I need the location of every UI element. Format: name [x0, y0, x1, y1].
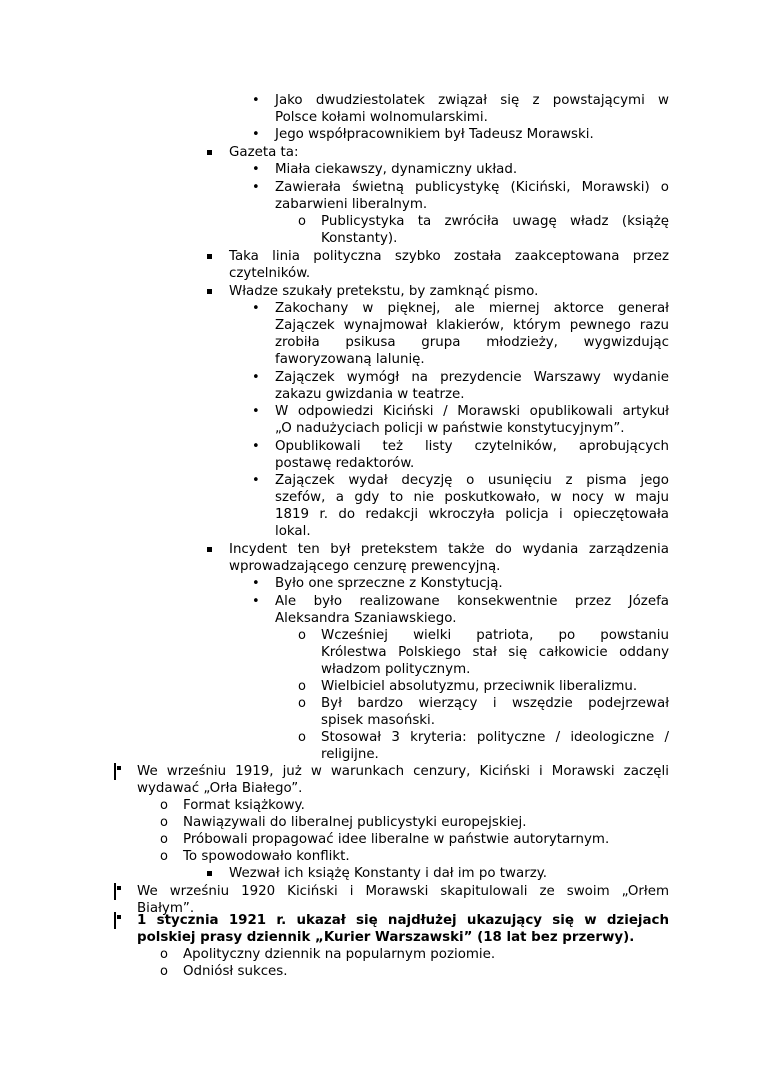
circle-bullet-icon: o — [160, 964, 168, 979]
text-line: Odniósł sukces. — [183, 964, 288, 979]
text-line: zrobiła psikusa grupa młodzieży, wygwizdując — [275, 335, 669, 350]
checkbox-bullet-icon — [114, 883, 116, 900]
text-line: Nawiązywali do liberalnej publicystyki europejskiej. — [183, 815, 527, 830]
text-line: Jego współpracownikiem był Tadeusz Morawski. — [275, 127, 594, 142]
bullet-icon — [252, 575, 260, 592]
text-line: We wrześniu 1919, już w warunkach cenzury, Kiciński i Morawski zaczęli — [137, 764, 669, 779]
text-line: Był bardzo wierzący i wszędzie podejrzewał — [321, 696, 669, 711]
text-line: postawę redaktorów. — [275, 456, 415, 471]
text-line: szefów, a gdy to nie poskutkowało, w nocy w maju — [275, 490, 669, 505]
text-line: To spowodowało konflikt. — [183, 849, 350, 864]
bullet-icon — [252, 593, 260, 610]
text-line: Stosował 3 kryteria: polityczne / ideologiczne / — [321, 730, 669, 745]
text-line: Wezwał ich książę Konstanty i dał im po twarzy. — [229, 866, 548, 881]
text-line: Zakochany w pięknej, ale miernej aktorce generał — [275, 301, 669, 316]
text-line: W odpowiedzi Kiciński / Morawski opublikowali artykuł — [275, 404, 669, 419]
text-line: Zajączek wydał decyzję o usunięciu z pisma jego — [275, 473, 669, 488]
text-line: „O nadużyciach policji w państwie konstytucyjnym”. — [275, 421, 625, 436]
circle-bullet-icon: o — [160, 947, 168, 962]
bullet-icon — [252, 126, 260, 143]
text-line: Zajączek wynajmował klakierów, którym pewnego razu — [275, 318, 669, 333]
circle-bullet-icon: o — [298, 730, 306, 745]
text-line: Ale było realizowane konsekwentnie przez Józefa — [275, 594, 669, 609]
bullet-icon — [252, 92, 260, 109]
text-line: Jako dwudziestolatek związał się z powstającymi w — [275, 93, 669, 108]
circle-bullet-icon: o — [298, 696, 306, 711]
square-bullet-icon — [207, 144, 212, 155]
text-line: władzom politycznym. — [321, 662, 471, 677]
text-line-bold: polskiej prasy dziennik „Kurier Warszawski” (18 lat bez przerwy). — [137, 930, 635, 945]
square-bullet-icon — [207, 865, 212, 876]
square-bullet-icon — [207, 248, 212, 259]
text-line: 1819 r. do redakcji wkroczyła policja i opieczętowała — [275, 507, 669, 522]
text-line: zakazu gwizdania w teatrze. — [275, 387, 465, 402]
bullet-icon — [252, 472, 260, 489]
text-line: We wrześniu 1920 Kiciński i Morawski skapitulowali ze swoim „Orłem — [137, 884, 669, 899]
circle-bullet-icon: o — [298, 628, 306, 643]
text-line: Miała ciekawszy, dynamiczny układ. — [275, 162, 518, 177]
text-line: Zajączek wymógł na prezydencie Warszawy wydanie — [275, 370, 669, 385]
text-line: Publicystyka ta zwróciła uwagę władz (książę — [321, 214, 669, 229]
text-line: zabarwieni liberalnym. — [275, 197, 428, 212]
text-line: religijne. — [321, 747, 379, 762]
square-bullet-icon — [207, 541, 212, 552]
text-line: spisek masoński. — [321, 713, 436, 728]
bullet-icon — [252, 438, 260, 455]
text-line-bold: 1 stycznia 1921 r. ukazał się najdłużej ukazujący się w dziejach — [137, 913, 669, 928]
bullet-icon — [252, 161, 260, 178]
bullet-icon — [252, 179, 260, 196]
text-line: Opublikowali też listy czytelników, aprobujących — [275, 439, 669, 454]
circle-bullet-icon: o — [160, 849, 168, 864]
text-line: Aleksandra Szaniawskiego. — [275, 611, 457, 626]
text-line: Polsce kołami wolnomularskimi. — [275, 110, 488, 125]
bullet-icon — [252, 369, 260, 386]
text-line: Władze szukały pretekstu, by zamknąć pismo. — [229, 284, 539, 299]
circle-bullet-icon: o — [160, 815, 168, 830]
text-line: wydawać „Orła Białego”. — [137, 781, 303, 796]
text-line: Incydent ten był pretekstem także do wydania zarządzenia — [229, 542, 669, 557]
text-line: Zawierała świetną publicystykę (Kiciński, Morawski) o — [275, 180, 669, 195]
bullet-icon — [252, 403, 260, 420]
text-line: wprowadzającego cenzurę prewencyjną. — [229, 559, 501, 574]
text-line: Było one sprzeczne z Konstytucją. — [275, 576, 503, 591]
text-line: Apolityczny dziennik na popularnym poziomie. — [183, 947, 496, 962]
text-line: faworyzowaną lalunię. — [275, 352, 425, 367]
circle-bullet-icon: o — [160, 832, 168, 847]
text-line: Konstanty). — [321, 231, 398, 246]
text-line: Wcześniej wielki patriota, po powstaniu — [321, 628, 669, 643]
bullet-icon — [252, 300, 260, 317]
text-line: Taka linia polityczna szybko została zaakceptowana przez — [229, 249, 669, 264]
circle-bullet-icon: o — [298, 214, 306, 229]
circle-bullet-icon: o — [160, 798, 168, 813]
checkbox-bullet-icon — [114, 912, 116, 929]
text-line: Wielbiciel absolutyzmu, przeciwnik liberalizmu. — [321, 679, 638, 694]
text-line: czytelników. — [229, 266, 311, 281]
text-line: Królestwa Polskiego stał się całkowicie oddany — [321, 645, 669, 660]
circle-bullet-icon: o — [298, 679, 306, 694]
text-line: lokal. — [275, 524, 311, 539]
square-bullet-icon — [207, 283, 212, 294]
checkbox-bullet-icon — [114, 763, 116, 780]
text-line: Próbowali propagować idee liberalne w państwie autorytarnym. — [183, 832, 610, 847]
text-line: Format książkowy. — [183, 798, 305, 813]
text-line: Gazeta ta: — [229, 145, 299, 160]
text-line: Białym”. — [137, 901, 195, 916]
